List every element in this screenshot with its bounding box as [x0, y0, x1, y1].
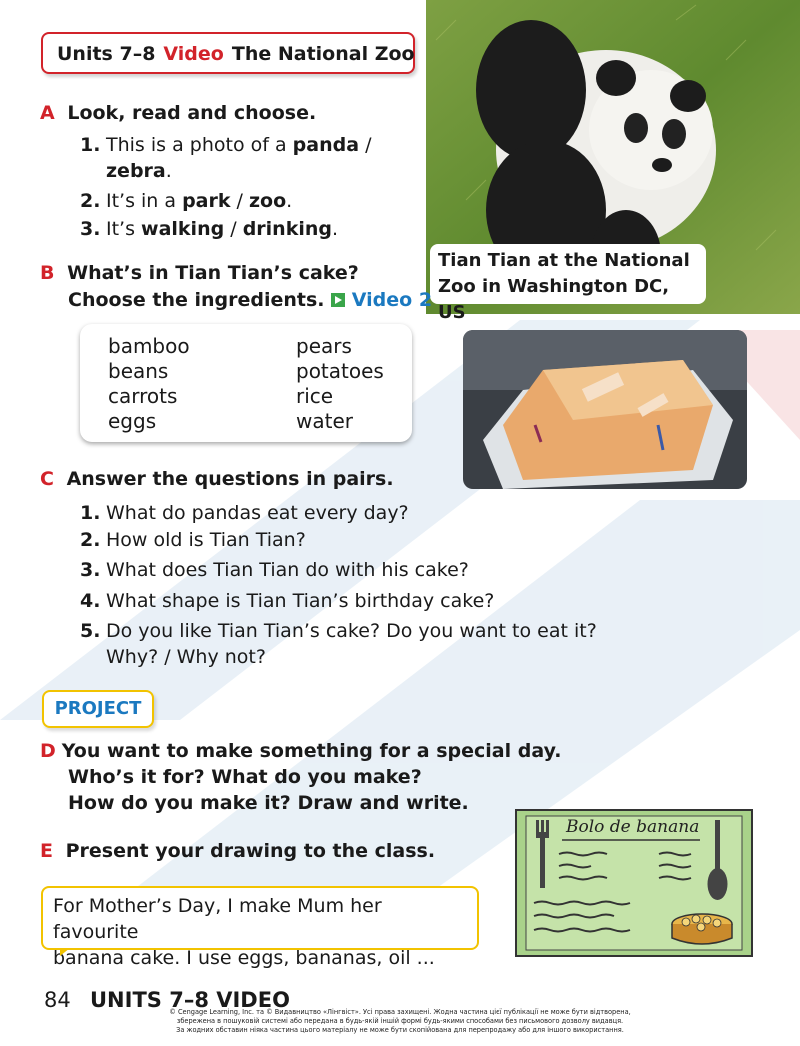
ingredient-option[interactable]: beans — [108, 359, 169, 383]
item-number: 4. — [80, 590, 101, 612]
question-item — [80, 500, 409, 526]
ingredient-option[interactable]: water — [296, 409, 353, 433]
choice-separator: / — [230, 190, 249, 212]
section-a-item — [80, 132, 400, 184]
ingredient-option[interactable]: potatoes — [296, 359, 384, 383]
section-b-letter: B — [40, 262, 55, 284]
item-text: . — [165, 160, 172, 182]
caption-line-1: Tian Tian at the National — [438, 250, 690, 271]
section-d — [40, 738, 561, 816]
choice-separator: / — [224, 218, 243, 240]
item-number: 2. — [80, 529, 101, 551]
ingredients-left-column — [108, 334, 190, 434]
example-text-box — [41, 886, 479, 969]
item-number: 1. — [80, 502, 101, 524]
choice-option[interactable]: park — [182, 190, 231, 212]
section-b — [40, 260, 359, 286]
recipe-title: Bolo de banana — [566, 817, 700, 837]
choice-separator: / — [359, 134, 372, 156]
item-number: 5. — [80, 620, 101, 642]
section-b-heading-2: Choose the ingredients. — [68, 289, 325, 311]
title-topic: The National Zoo — [231, 43, 415, 65]
caption-line-2: Zoo in Washington DC, US — [438, 276, 670, 323]
question-item — [80, 588, 494, 614]
question-item — [80, 618, 597, 670]
video-link[interactable] — [331, 289, 432, 311]
section-d-line-2: Who’s it for? What do you make? — [68, 766, 422, 788]
item-text: . — [286, 190, 293, 212]
item-number: 3. — [80, 218, 101, 240]
choice-option[interactable]: drinking — [242, 218, 332, 240]
section-a — [40, 100, 316, 126]
video-link-label: Video 2 — [351, 289, 433, 311]
section-d-letter: D — [40, 740, 56, 762]
item-number: 1. — [80, 134, 101, 156]
item-text: . — [331, 218, 339, 240]
section-c-heading: Answer the questions in pairs. — [66, 468, 394, 490]
ice-cake-photo — [463, 330, 747, 489]
ingredients-right-column — [296, 334, 384, 434]
section-a-item — [80, 216, 338, 242]
ingredient-option[interactable]: pears — [296, 334, 352, 358]
recipe-card-drawing — [514, 808, 754, 958]
choice-option[interactable]: walking — [141, 218, 225, 240]
section-e-letter: E — [40, 840, 53, 862]
section-a-item — [80, 188, 292, 214]
copyright-notice — [120, 1008, 680, 1035]
ingredient-option[interactable]: bamboo — [108, 334, 190, 358]
project-label: PROJECT — [42, 690, 154, 728]
item-text: It’s in a — [106, 190, 183, 212]
copyright-line-1: © Cengage Learning, Inc. та © Видавництво «Лінгвіст». Усі права захищені. Жодна частина цієї публікації не може бути відтворена, — [169, 1008, 631, 1016]
play-icon — [331, 293, 345, 307]
section-e-heading: Present your drawing to the class. — [65, 840, 436, 862]
page-number: 84 — [44, 988, 71, 1012]
copyright-line-2: збережена в пошуковій системі або передана в будь-якій іншій формі будь-якими способами без письмового дозволу видавця. — [176, 1017, 624, 1025]
question-text: Why? / Why not? — [106, 646, 266, 668]
unit-title — [41, 32, 415, 74]
banana-cake-icon — [672, 914, 732, 944]
photo-caption — [430, 244, 706, 323]
item-text: It’s — [106, 218, 142, 240]
example-line-1: For Mother’s Day, I make Mum her favourite — [53, 895, 382, 943]
question-text: How old is Tian Tian? — [106, 529, 306, 551]
copyright-line-3: За жодних обставин ніяка частина цього матеріалу не може бути скопійована для перепродажу або для іншого використання. — [176, 1026, 624, 1034]
section-d-line-1: You want to make something for a special day. — [61, 740, 562, 762]
question-text: What shape is Tian Tian’s birthday cake? — [106, 590, 495, 612]
ingredient-option[interactable]: rice — [296, 384, 334, 408]
choice-option[interactable]: zoo — [249, 190, 287, 212]
section-c — [40, 466, 394, 492]
section-b-line-2 — [68, 287, 432, 313]
section-b-heading-1: What’s in Tian Tian’s cake? — [67, 262, 359, 284]
question-text: What does Tian Tian do with his cake? — [106, 559, 469, 581]
question-text: Do you like Tian Tian’s cake? Do you want to eat it? — [106, 620, 597, 642]
section-e — [40, 838, 435, 864]
item-number: 3. — [80, 559, 101, 581]
section-d-line-3: How do you make it? Draw and write. — [68, 792, 469, 814]
question-item — [80, 527, 306, 553]
title-video: Video — [163, 43, 224, 65]
question-text: What do pandas eat every day? — [106, 502, 409, 524]
choice-option[interactable]: panda — [292, 134, 360, 156]
item-text: This is a photo of a — [106, 134, 293, 156]
choice-option[interactable]: zebra — [106, 160, 166, 182]
question-item — [80, 557, 469, 583]
title-units: Units 7–8 — [57, 43, 156, 65]
section-c-letter: C — [40, 468, 54, 490]
ingredients-box — [80, 324, 412, 442]
section-a-letter: A — [40, 102, 55, 124]
example-line-2: banana cake. I use eggs, bananas, oil ... — [53, 947, 435, 969]
item-number: 2. — [80, 190, 101, 212]
ingredient-option[interactable]: carrots — [108, 384, 178, 408]
section-a-heading: Look, read and choose. — [67, 102, 317, 124]
speech-tail — [60, 948, 70, 956]
ingredient-option[interactable]: eggs — [108, 409, 157, 433]
footer-unit-label: UNITS 7–8 VIDEO — [90, 988, 290, 1012]
